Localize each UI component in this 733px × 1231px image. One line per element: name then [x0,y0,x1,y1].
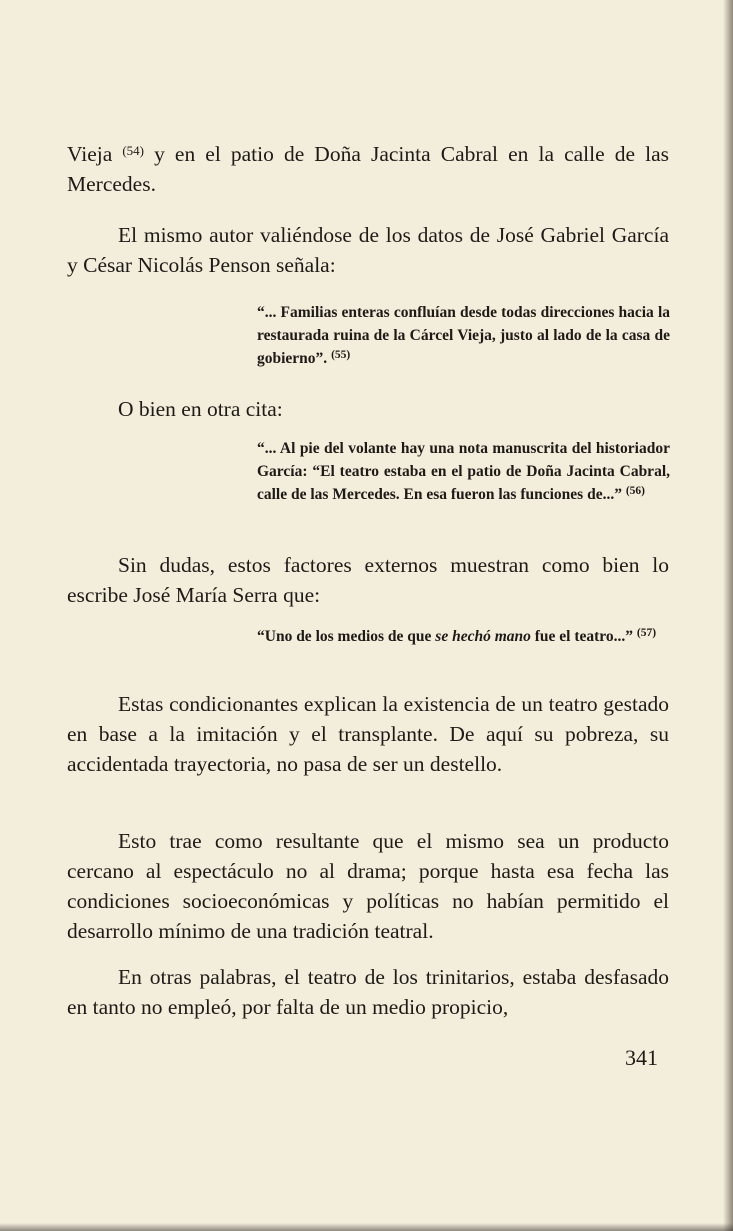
paragraph-text: O bien en otra cita: [118,397,283,421]
footnote-ref: (57) [636,627,657,639]
paragraph-text: Estas condicionantes explican la existencia de un teatro gestado en base a la imitación y el transplante. De aquí su pobreza, su accidentada trayectoria, no pasa de ser un destello. [67,692,669,776]
paragraph-text: Vieja [67,142,123,166]
quote-italic-text: se hechó mano [435,628,531,645]
paragraph-text: Sin dudas, estos factores externos muestran como bien lo escribe José María Serra que: [67,553,669,607]
paragraph-intro-quote-1 [67,220,669,280]
paragraph-other-words [67,962,669,1022]
paragraph-text: y en el patio de Doña Jacinta Cabral en la calle de las Mercedes. [67,142,669,196]
quote-text: “Uno de los medios de que [257,628,436,645]
paragraph-text: En otras palabras, el teatro de los trinitarios, estaba desfasado en tanto no empleó, por falta de un medio propicio, [67,965,669,1019]
footnote-ref: (54) [122,143,145,158]
block-quote-3 [257,625,670,648]
paragraph-text: Esto trae como resultante que el mismo sea un producto cercano al espectáculo no al drama; porque hasta esa fecha las condiciones socioeconómicas y políticas no habían permitido el desarrollo mínimo de una tradición teatral. [67,829,669,943]
paragraph-continuation [67,139,669,199]
quote-text: “... Familias enteras confluían desde todas direcciones hacia la restaurada ruina de la Cárcel Vieja, justo al lado de la casa de gobierno”. [257,304,670,367]
quote-text: fue el teatro...” [530,628,637,645]
paragraph-result [67,826,669,946]
paragraph-conditions [67,689,669,779]
footnote-ref: (56) [625,485,645,497]
page-number: 341 [625,1045,658,1070]
page-bottom-shadow [0,1223,733,1231]
block-quote-2 [257,437,670,506]
paragraph-intro-quote-2 [67,394,669,424]
paragraph-intro-quote-3 [67,550,669,610]
footnote-ref: (55) [331,349,351,361]
quote-text: “... Al pie del volante hay una nota manuscrita del historiador García: “El teatro estaba en el patio de Doña Jacinta Cabral, calle de las Mercedes. En esa fueron las funciones de...” [257,440,670,503]
block-quote-1 [257,301,670,370]
page-edge-shadow [723,0,733,1231]
paragraph-text: El mismo autor valiéndose de los datos de José Gabriel García y César Nicolás Penson señala: [67,223,669,277]
